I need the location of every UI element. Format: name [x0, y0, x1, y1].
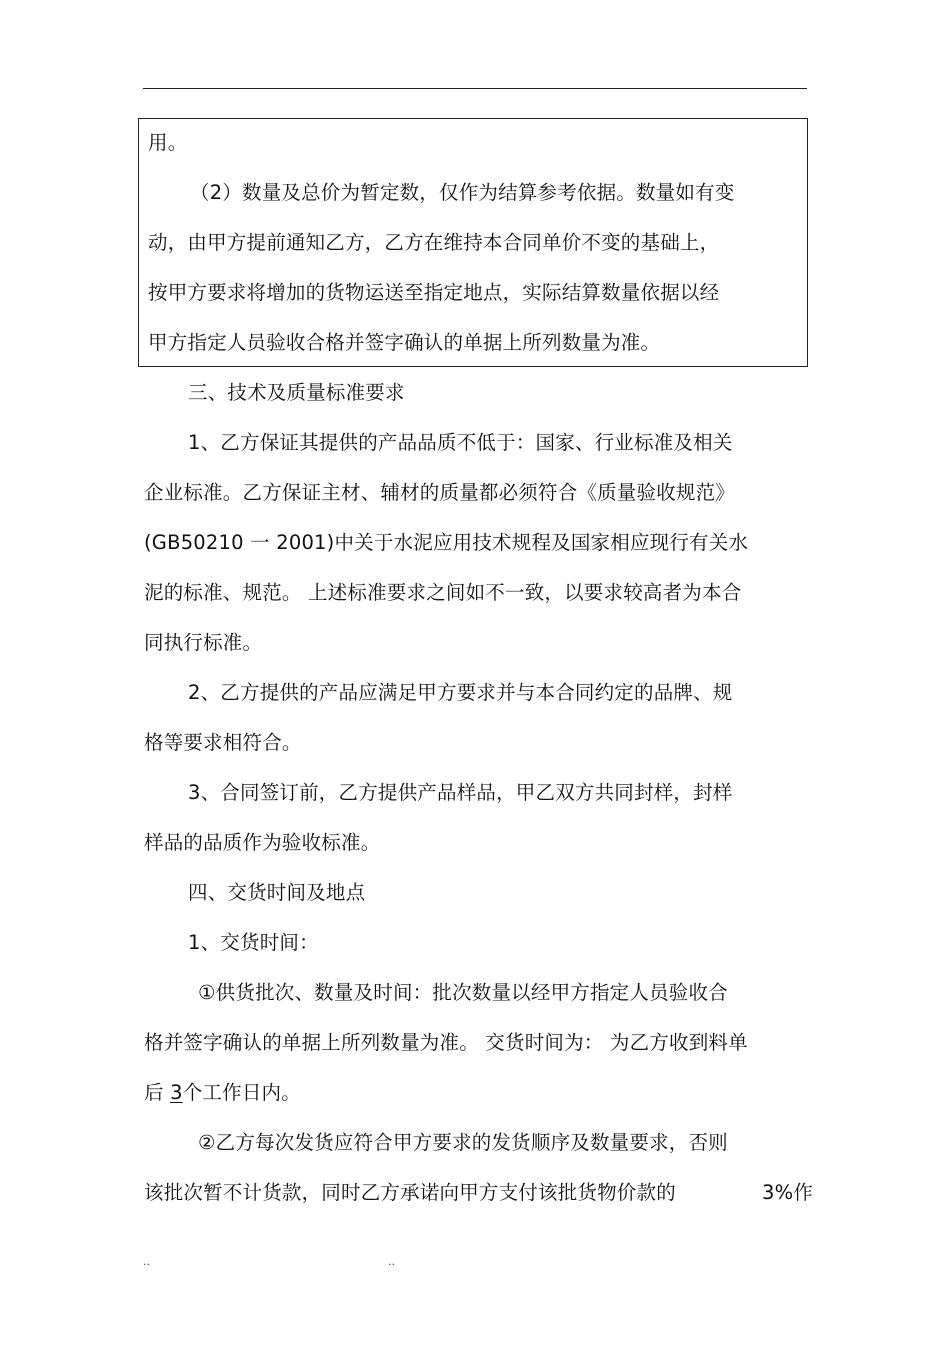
footer-mark-left: ..	[143, 1255, 150, 1268]
box-line-5: 甲方指定人员验收合格并签字确认的单据上所列数量为准。	[148, 331, 661, 354]
s4-p1-line-3-post: 个工作日内。	[182, 1081, 301, 1104]
section-4-heading: 四、交货时间及地点	[188, 881, 366, 904]
header-rule	[143, 88, 807, 89]
s4-p1-line-3-pre: 后	[144, 1081, 171, 1104]
delivery-days-value: 3	[170, 1081, 183, 1104]
s4-p1-line-1: ①供货批次、数量及时间：批次数量以经甲方指定人员验收合	[198, 981, 728, 1004]
s3-item2-line-1: 2、乙方提供的产品应满足甲方要求并与本合同约定的品牌、规	[188, 681, 733, 704]
s3-item1-line-3: (GB50210 一 2001)中关于水泥应用技术规程及国家相应现行有关水	[144, 531, 749, 554]
s4-p2-line-2: 该批次暂不计货款，同时乙方承诺向甲方支付该批货物价款的	[144, 1181, 676, 1204]
footer-mark-right: ..	[388, 1255, 395, 1268]
box-line-1: 用。	[148, 131, 188, 154]
s3-item3-line-2: 样品的品质作为验收标准。	[144, 831, 381, 854]
section-3-heading: 三、技术及质量标准要求	[188, 381, 405, 404]
s3-item1-line-1: 1、乙方保证其提供的产品品质不低于：国家、行业标准及相关	[188, 431, 733, 454]
s3-item1-line-4: 泥的标准、规范。 上述标准要求之间如不一致，以要求较高者为本合	[144, 581, 742, 604]
s3-item2-line-2: 格等要求相符合。	[144, 731, 302, 754]
box-line-3: 动，由甲方提前通知乙方，乙方在维持本合同单价不变的基础上，	[148, 231, 720, 254]
s3-item3-line-1: 3、合同签订前，乙方提供产品样品，甲乙双方共同封样，封样	[188, 781, 733, 804]
s4-p1-line-3	[144, 1080, 301, 1106]
s3-item1-line-2: 企业标准。乙方保证主材、辅材的质量都必须符合《质量验收规范》	[144, 481, 736, 504]
s4-p1-line-2: 格并签字确认的单据上所列数量为准。 交货时间为： 为乙方收到料单	[144, 1031, 748, 1054]
s4-p2-percent: 3%作	[762, 1181, 814, 1204]
s4-sub1-title: 1、交货时间：	[188, 931, 319, 954]
s4-p2-line-1: ②乙方每次发货应符合甲方要求的发货顺序及数量要求，否则	[198, 1131, 728, 1154]
s3-item1-line-5: 同执行标准。	[144, 631, 263, 654]
box-line-2: （2）数量及总价为暂定数，仅作为结算参考依据。数量如有变	[190, 181, 735, 204]
box-line-4: 按甲方要求将增加的货物运送至指定地点，实际结算数量依据以经	[148, 281, 720, 304]
